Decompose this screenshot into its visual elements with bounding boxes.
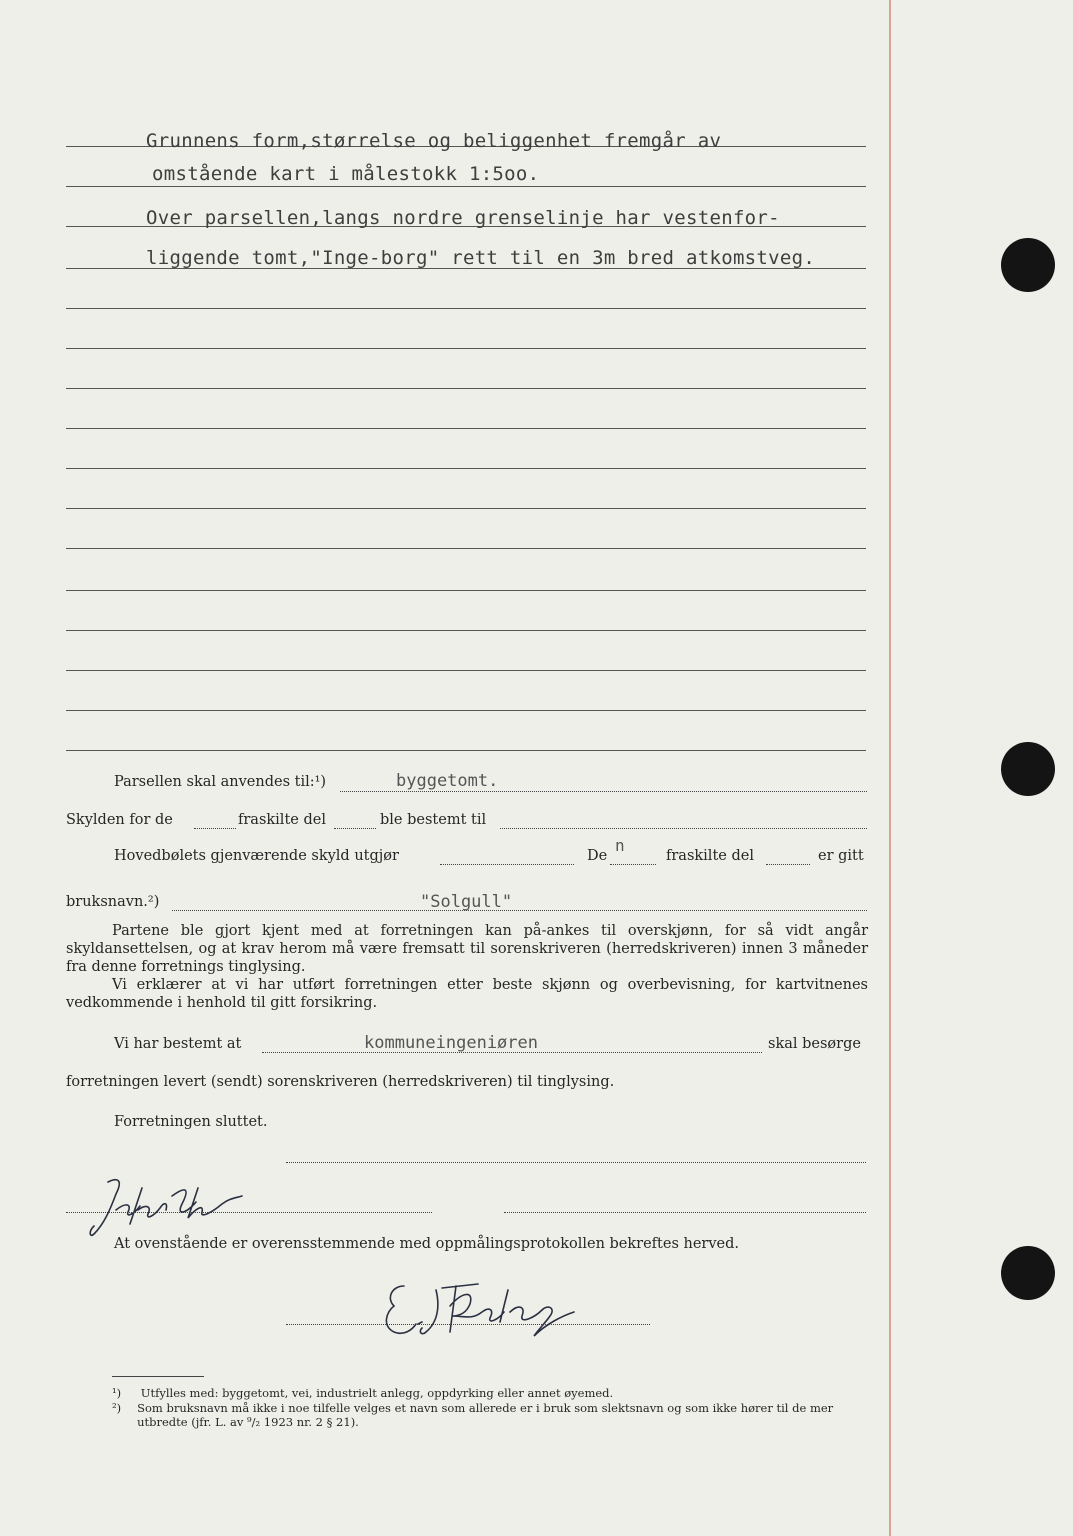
punch-hole	[1001, 742, 1055, 796]
confirm-text: At ovenstående er overensstemmende med oppmålingsprotokollen bekreftes herved.	[114, 1236, 740, 1252]
bestemt-label: Vi har bestemt at	[114, 1036, 242, 1052]
hoved-n-value: n	[615, 836, 625, 855]
bruksnavn-value: "Solgull"	[420, 892, 513, 912]
hoved-label: Hovedbølets gjenværende skyld utgjør	[114, 848, 399, 864]
skylden-dots	[194, 828, 236, 829]
signature-line	[504, 1212, 866, 1213]
typed-line: Over parsellen,langs nordre grenselinje har vestenfor-	[146, 207, 780, 229]
ruled-line	[66, 468, 866, 469]
paragraph-text: Vi erklærer at vi har utført forretningen etter beste skjønn og overbevisning, for kartvitnenes vedkommende i henhold til gitt forsikring.	[66, 977, 868, 1011]
skylden-dots	[500, 828, 867, 829]
ruled-line	[66, 710, 866, 711]
ruled-line	[66, 308, 866, 309]
punch-hole	[1001, 1246, 1055, 1300]
typed-line: liggende tomt,"Inge-borg" rett til en 3m bred atkomstveg.	[146, 247, 816, 269]
skylden-label: Skylden for de	[66, 812, 173, 828]
ruled-line	[66, 670, 866, 671]
bestemt-label: skal besørge	[768, 1036, 861, 1052]
ruled-line	[66, 630, 866, 631]
signature-2	[378, 1276, 588, 1346]
hoved-dots	[440, 864, 574, 865]
footnote-rule	[112, 1376, 204, 1377]
parsell-value: byggetomt.	[396, 771, 499, 791]
signature-line	[286, 1162, 866, 1163]
footnote-mark: ¹)	[112, 1386, 122, 1400]
punch-hole	[1001, 238, 1055, 292]
paragraph-text: Partene ble gjort kjent med at forretningen kan på-ankes til overskjønn, for så vidt angår skyldansettelsen, og at krav herom må være fremsatt til sorenskriveren (herredskriveren) innen 3 måneder fra denne forretnings tinglysing.	[66, 923, 868, 975]
footnote-1	[112, 1386, 868, 1400]
typed-line: Grunnens form,størrelse og beliggenhet fremgår av	[146, 130, 722, 152]
margin-line	[889, 0, 891, 1536]
sluttet-text: Forretningen sluttet.	[114, 1114, 268, 1130]
hoved-label: er gitt	[818, 848, 864, 864]
bruksnavn-label: bruksnavn.²)	[66, 894, 160, 910]
hoved-label: De	[587, 848, 608, 864]
footnote-text: Som bruksnavn må ikke i noe tilfelle velges et navn som allerede er i bruk som slektsnavn og som ikke hører til de mer utbredte (jfr. L. av ⁹/₂ 1923 nr. 2 § 21).	[137, 1401, 834, 1429]
bruksnavn-dots	[172, 910, 867, 911]
ruled-line	[66, 508, 866, 509]
ruled-line	[66, 750, 866, 751]
hoved-label: fraskilte del	[666, 848, 754, 864]
ruled-line	[66, 548, 866, 549]
parsell-dots	[340, 791, 867, 792]
skylden-label: ble bestemt til	[380, 812, 487, 828]
ruled-line	[66, 590, 866, 591]
footnote-mark: ²)	[112, 1401, 122, 1415]
footnote-2	[112, 1401, 868, 1429]
signature-1	[86, 1174, 256, 1244]
ruled-line	[66, 428, 866, 429]
hoved-dots	[766, 864, 810, 865]
skylden-label: fraskilte del	[238, 812, 326, 828]
skylden-dots	[334, 828, 376, 829]
hoved-dots	[610, 864, 656, 865]
paragraph-partene	[66, 922, 868, 1012]
footnote-text: Utfylles med: byggetomt, vei, industrielt anlegg, oppdyrking eller annet øyemed.	[140, 1386, 614, 1400]
ruled-line	[66, 348, 866, 349]
typed-line: omstående kart i målestokk 1:5oo.	[152, 163, 540, 185]
bestemt-value: kommuneingeniøren	[364, 1033, 538, 1053]
ruled-line	[66, 388, 866, 389]
levert-text: forretningen levert (sendt) sorenskriveren (herredskriveren) til tinglysing.	[66, 1074, 615, 1090]
parsell-label: Parsellen skal anvendes til:¹)	[114, 774, 327, 790]
ruled-line	[66, 186, 866, 187]
